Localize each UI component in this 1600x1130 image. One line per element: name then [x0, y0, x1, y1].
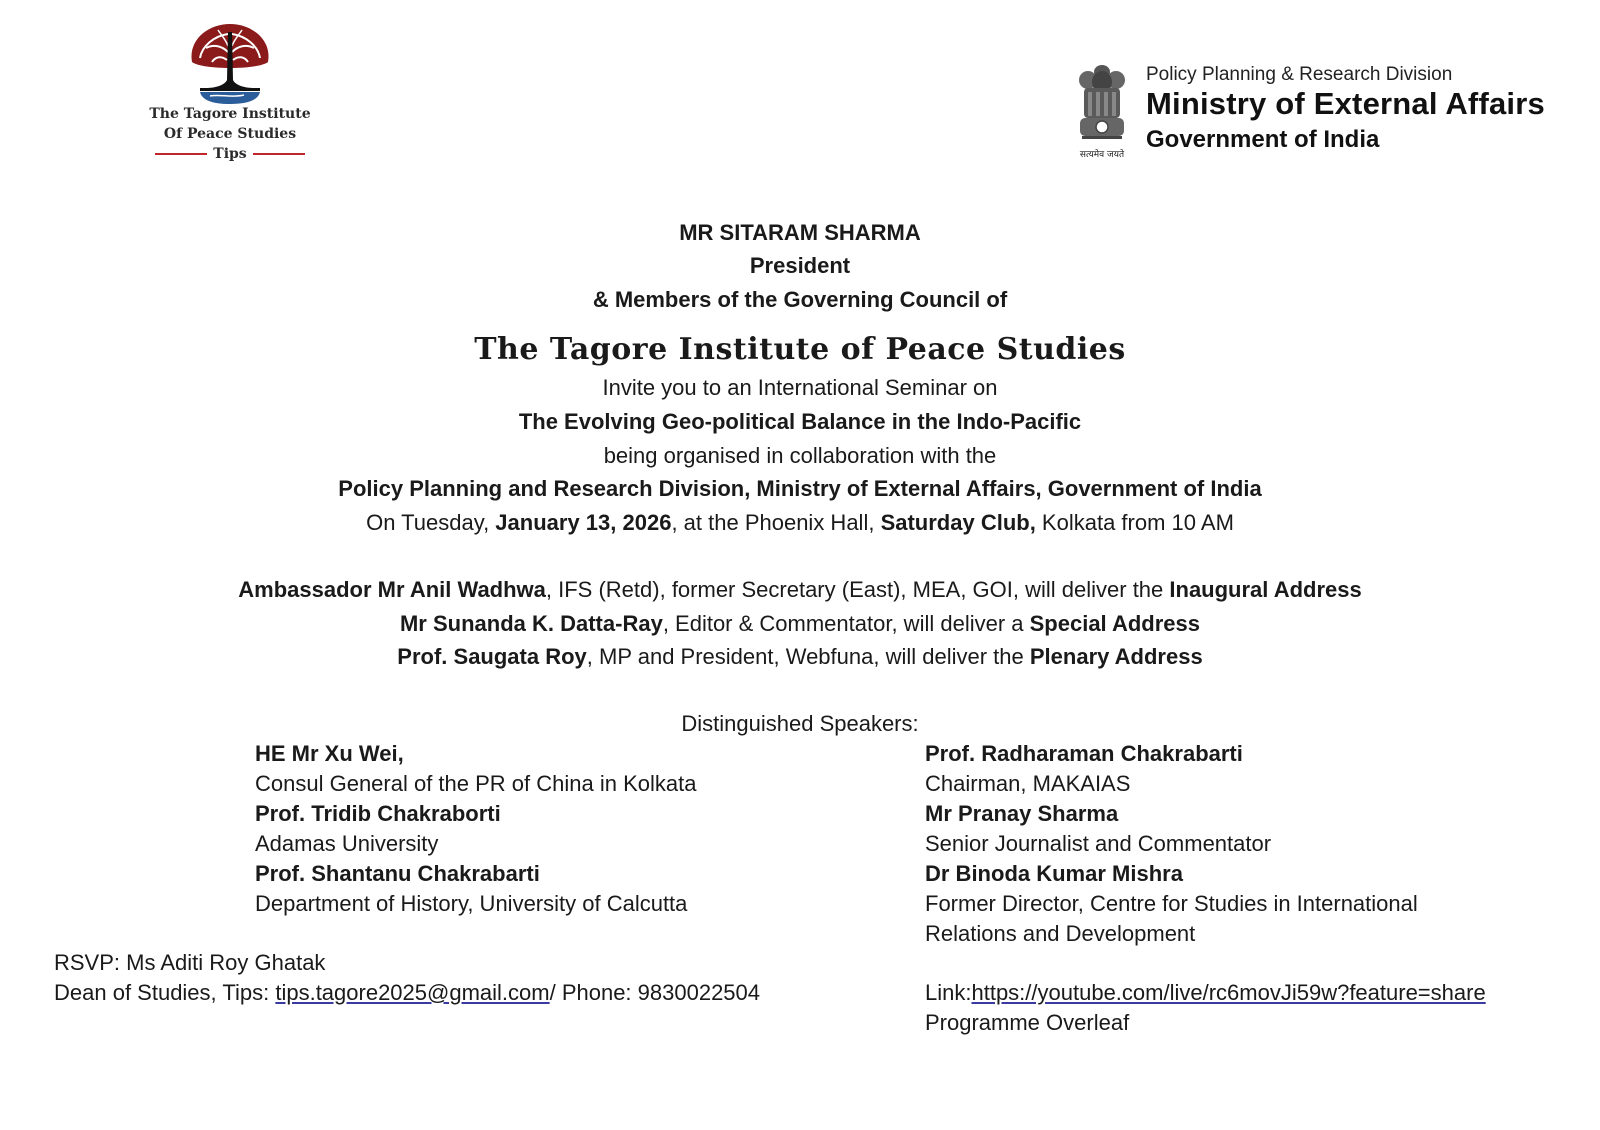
speaker-affiliation: Consul General of the PR of China in Kolkata — [255, 771, 697, 796]
address-desc: , MP and President, Webfuna, will deliver the — [586, 644, 1030, 669]
address-speaker-name: Ambassador Mr Anil Wadhwa — [238, 577, 546, 602]
event-date: January 13, 2026 — [495, 510, 672, 535]
lion-capital-icon — [1074, 62, 1130, 142]
logo-line-3 — [140, 146, 320, 162]
youtube-link[interactable]: https://youtube.com/live/rc6movJi59w?feature=share — [971, 980, 1486, 1005]
link-block — [925, 978, 1486, 1038]
speaker-name: HE Mr Xu Wei, — [255, 741, 404, 766]
speaker-name: Prof. Radharaman Chakrabarti — [925, 741, 1243, 766]
speaker-name: Mr Pranay Sharma — [925, 801, 1119, 826]
speaker-affiliation-cont: Relations and Development — [925, 921, 1196, 946]
email-link[interactable]: tips.tagore2025@gmail.com — [275, 980, 550, 1005]
logo-tips-text: Tips — [213, 146, 247, 162]
link-label: Link: — [925, 980, 972, 1005]
event-venue: Saturday Club, — [880, 510, 1036, 535]
address-line — [0, 643, 1600, 671]
logo-line-1: The Tagore Institute — [149, 106, 311, 122]
speaker-name: Prof. Shantanu Chakrabarti — [255, 861, 540, 886]
collab-org: Policy Planning and Research Division, Ministry of External Affairs, Government of India — [338, 476, 1262, 501]
speaker-affiliation: Former Director, Centre for Studies in International — [925, 891, 1418, 916]
mea-government-label: Government of India — [1146, 126, 1380, 153]
speaker-affiliation: Chairman, MAKAIAS — [925, 771, 1131, 796]
tagore-institute-logo — [140, 18, 320, 168]
speaker-affiliation: Senior Journalist and Commentator — [925, 831, 1272, 856]
speaker-affiliation: Adamas University — [255, 831, 439, 856]
youtube-link-line — [925, 978, 1486, 1008]
speakers-left-column — [255, 739, 696, 919]
tree-logo-icon — [140, 18, 320, 108]
speaker-name: Prof. Tridib Chakraborti — [255, 801, 501, 826]
host-name: MR SITARAM SHARMA — [679, 220, 921, 245]
logo-rule-right — [253, 153, 305, 155]
emblem-motto: सत्यमेव जयते — [1079, 150, 1125, 160]
dean-prefix: Dean of Studies, Tips: — [54, 980, 276, 1005]
collab-line: being organised in collaboration with the — [603, 443, 997, 468]
address-desc: , Editor & Commentator, will deliver a — [662, 611, 1030, 636]
programme-overleaf: Programme Overleaf — [925, 1010, 1130, 1035]
address-type: Special Address — [1029, 611, 1200, 636]
seminar-title: The Evolving Geo-political Balance in the Indo-Pacific — [518, 409, 1082, 434]
address-speaker-name: Mr Sunanda K. Datta-Ray — [399, 611, 663, 636]
address-type: Plenary Address — [1029, 644, 1203, 669]
when-mid: , at the Phoenix Hall, — [671, 510, 881, 535]
institute-name: The Tagore Institute of Peace Studies — [474, 332, 1126, 367]
speaker-name: Dr Binoda Kumar Mishra — [925, 861, 1183, 886]
rsvp-block — [54, 948, 760, 1008]
logo-line-2: Of Peace Studies — [163, 126, 297, 142]
mea-division-label: Policy Planning & Research Division — [1146, 64, 1453, 85]
when-where-line — [0, 509, 1600, 537]
when-suffix: Kolkata from 10 AM — [1035, 510, 1234, 535]
national-emblem-icon — [1074, 62, 1130, 160]
host-title: President — [749, 253, 851, 278]
logo-rule-left — [155, 153, 207, 155]
speaker-affiliation: Department of History, University of Calcutta — [255, 891, 688, 916]
speakers-heading: Distinguished Speakers: — [681, 711, 919, 736]
when-prefix: On Tuesday, — [366, 510, 496, 535]
invite-line: Invite you to an International Seminar on — [602, 375, 998, 400]
members-line: & Members of the Governing Council of — [592, 287, 1008, 312]
phone-text: / Phone: 9830022504 — [549, 980, 761, 1005]
speakers-right-column — [925, 739, 1418, 949]
address-desc: , IFS (Retd), former Secretary (East), MEA, GOI, will deliver the — [545, 577, 1170, 602]
rsvp-line: RSVP: Ms Aditi Roy Ghatak — [54, 950, 326, 975]
address-line — [0, 610, 1600, 638]
mea-ministry-label: Ministry of External Affairs — [1146, 86, 1545, 121]
address-line — [0, 576, 1600, 604]
address-type: Inaugural Address — [1169, 577, 1362, 602]
address-speaker-name: Prof. Saugata Roy — [397, 644, 587, 669]
dean-line — [54, 978, 760, 1008]
